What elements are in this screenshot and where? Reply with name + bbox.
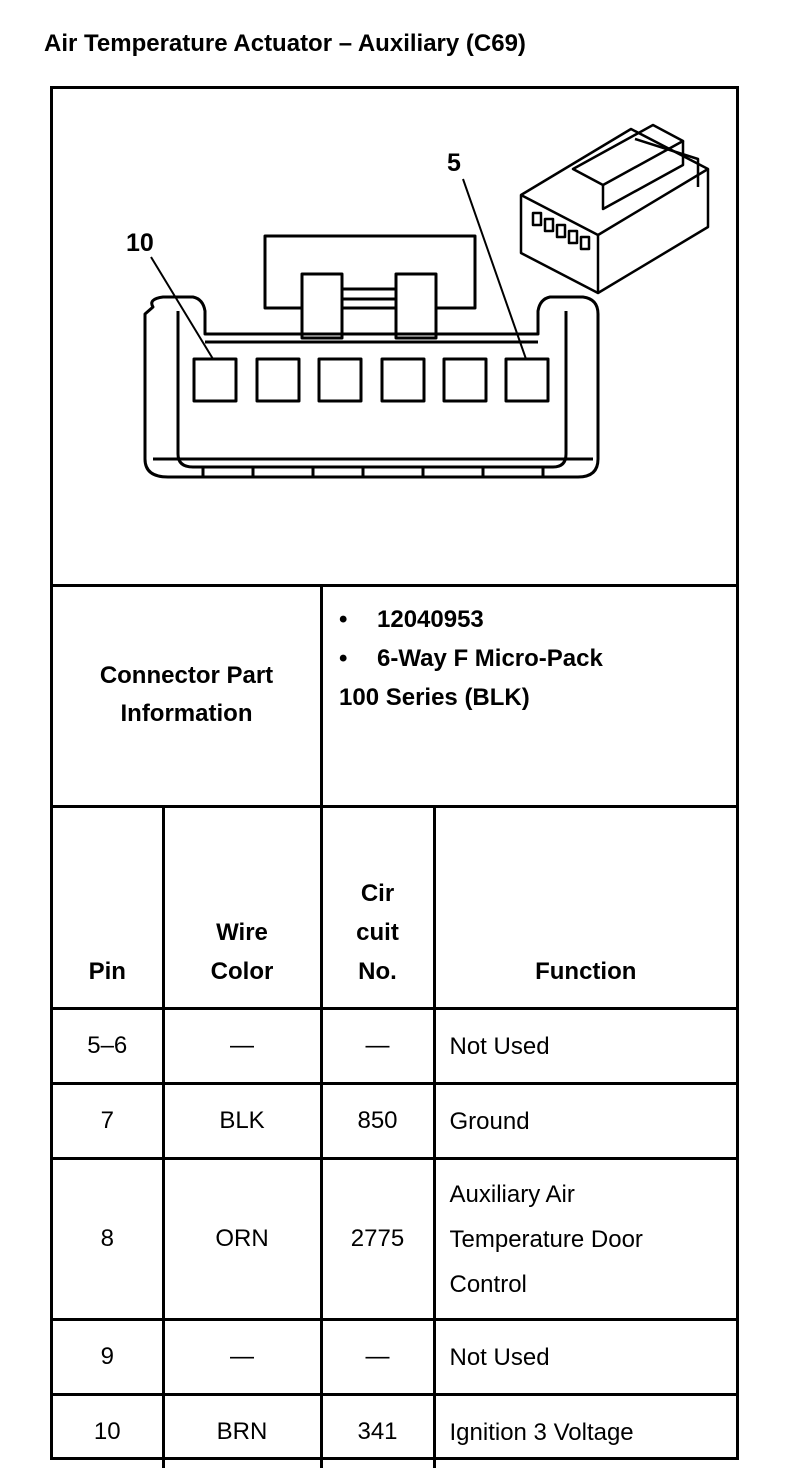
connector-part-info-label: [53, 584, 323, 805]
cell-circuit: 341: [321, 1395, 434, 1469]
connector-series: 100 Series (BLK): [339, 684, 530, 711]
header-function: Function: [434, 808, 736, 1009]
cell-circuit: 850: [321, 1084, 434, 1159]
callout-5-leader: [463, 179, 526, 359]
connector-frame: [50, 86, 739, 1460]
bullet-icon: •: [339, 606, 348, 633]
pin-cavity-5: [506, 359, 548, 401]
table-row: [53, 1159, 736, 1320]
info-label-line2: Information: [120, 699, 253, 727]
connector-diagram: [53, 89, 736, 587]
connector-type: 6-Way F Micro-Pack: [377, 645, 603, 672]
connector-part-list: [339, 600, 603, 717]
part-number: 12040953: [377, 606, 484, 633]
cell-pin: 7: [53, 1084, 163, 1159]
cell-pin: 8: [53, 1159, 163, 1320]
connector-type-item: [339, 639, 603, 678]
pin-cavity-7: [382, 359, 424, 401]
table-row: [53, 1084, 736, 1159]
page-title: Air Temperature Actuator – Auxiliary (C69): [44, 30, 526, 57]
header-circuit-no: Cir cuit No.: [321, 808, 434, 1009]
callout-10-label: 10: [126, 229, 154, 257]
connector-body: [145, 297, 598, 477]
cell-wire-color: BLK: [163, 1084, 321, 1159]
table-row: [53, 1320, 736, 1395]
bullet-icon: •: [339, 645, 348, 672]
cell-circuit: —: [321, 1009, 434, 1084]
header-pin: Pin: [53, 808, 163, 1009]
pin-cavity-8: [319, 359, 361, 401]
cell-function: Ground: [434, 1084, 736, 1159]
table-row: [53, 1009, 736, 1084]
cell-wire-color: BRN: [163, 1395, 321, 1469]
header-wire-color: Wire Color: [163, 808, 321, 1009]
cell-wire-color: —: [163, 1009, 321, 1084]
pinout-header-row: [53, 808, 736, 1009]
info-label-line1: Connector Part: [99, 661, 274, 689]
part-number-item: [339, 600, 603, 639]
connector-face-illustration: [53, 89, 736, 584]
connector-part-info: [53, 584, 736, 808]
cell-pin: 5–6: [53, 1009, 163, 1084]
pin-cavity-6: [444, 359, 486, 401]
cell-pin: 10: [53, 1395, 163, 1469]
cell-circuit: —: [321, 1320, 434, 1395]
cell-function: Not Used: [434, 1320, 736, 1395]
pinout-table: [53, 808, 736, 1468]
callout-5-label: 5: [447, 149, 461, 177]
connector-latch: [265, 236, 475, 308]
cell-function: Ignition 3 Voltage: [434, 1395, 736, 1469]
pin-cavity-10: [194, 359, 236, 401]
cell-circuit: 2775: [321, 1159, 434, 1320]
connector-isometric-icon: [521, 125, 708, 293]
pin-cavity-9: [257, 359, 299, 401]
cell-wire-color: ORN: [163, 1159, 321, 1320]
cell-pin: 9: [53, 1320, 163, 1395]
cell-function: Not Used: [434, 1009, 736, 1084]
table-row: [53, 1395, 736, 1469]
cell-wire-color: —: [163, 1320, 321, 1395]
cell-function: Auxiliary Air Temperature Door Control: [434, 1159, 736, 1320]
